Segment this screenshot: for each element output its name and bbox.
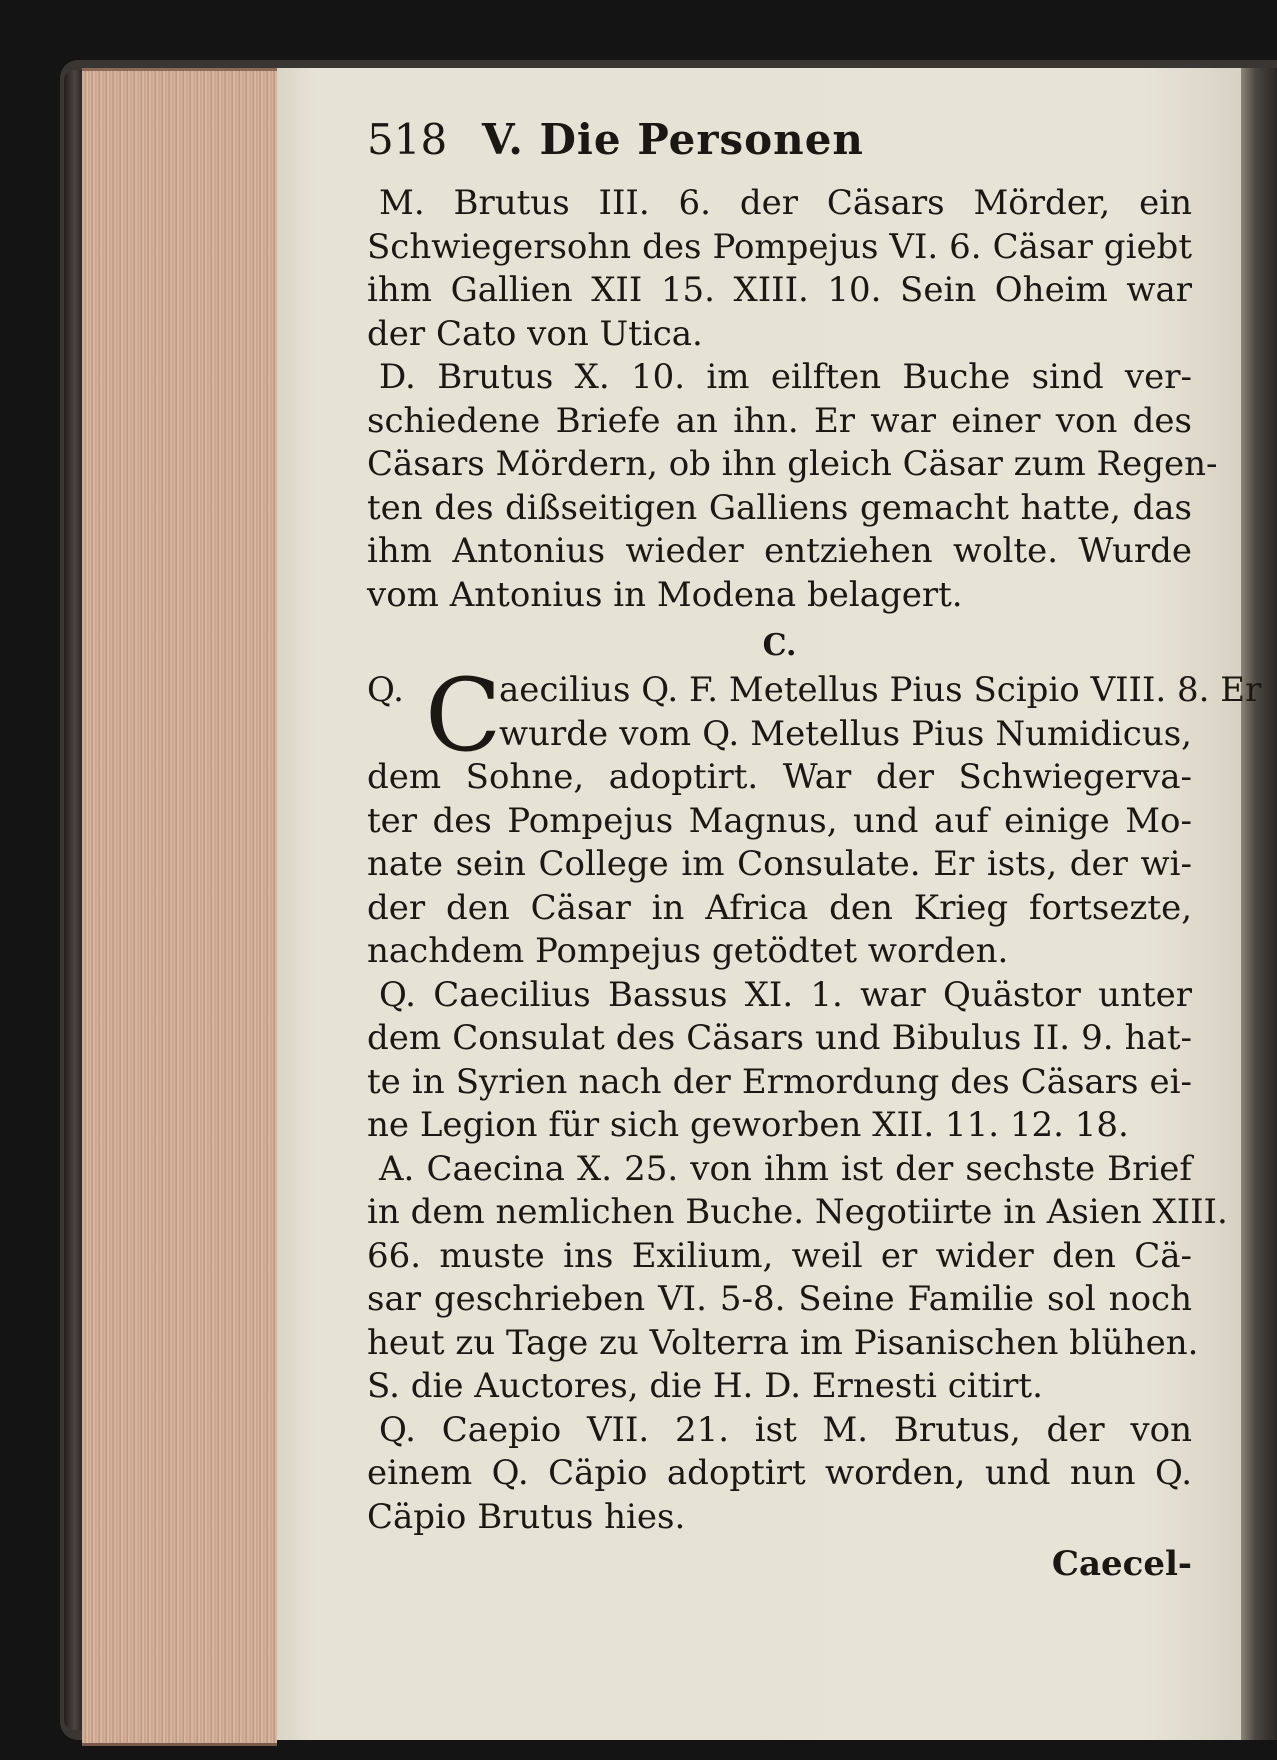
text-line: nate sein College im Consulate. Er ists, der wi- (367, 844, 1192, 884)
entry-m-brutus (367, 182, 1192, 356)
text-line: A. Caecina X. 25. von ihm ist der sechste Brief (379, 1148, 1192, 1189)
text-line: der den Cäsar in Africa den Krieg fortsezte, (367, 887, 1192, 928)
text-line: in dem nemlichen Buche. Negotiirte in Asien XIII. (367, 1192, 1228, 1232)
page-text (367, 115, 1262, 1587)
text-line: dem Consulat des Cäsars und Bibulus II. 9. hat- (367, 1018, 1192, 1058)
text-line: te in Syrien nach der Ermordung des Cäsars ei- (367, 1061, 1192, 1102)
entry-caepio (367, 1409, 1192, 1540)
text-line: D. Brutus X. 10. im eilften Buche sind ver- (379, 357, 1192, 397)
text-line: Cäsars Mördern, ob ihn gleich Cäsar zum Regen- (367, 444, 1218, 484)
text-line: schiedene Briefe an ihn. Er war einer von des (367, 400, 1192, 441)
text-line: ter des Pompejus Magnus, und auf einige Mo- (367, 800, 1192, 841)
text-line: einem Q. Cäpio adoptirt worden, und nun Q. (367, 1453, 1192, 1493)
text-line: 66. muste ins Exilium, weil er wider den Cä- (367, 1235, 1192, 1276)
text-line: dem Sohne, adoptirt. War der Schwiegerva- (367, 757, 1192, 797)
section-heading: C. (762, 628, 797, 663)
running-head: V. Die Personen (482, 115, 864, 164)
text-line: M. Brutus III. 6. der Cäsars Mörder, ein (379, 183, 1192, 223)
text-line-content: aecilius Q. F. Metellus Pius Scipio VIII. 8. Er (499, 670, 1262, 710)
page-number: 518 (367, 115, 448, 164)
text-line: nachdem Pompejus getödtet worden. (367, 931, 1009, 971)
text-line: ihm Gallien XII 15. XIII. 10. Sein Oheim war (367, 270, 1192, 310)
text-line: sar geschrieben VI. 5-8. Seine Familie sol noch (367, 1279, 1192, 1319)
text-line: Cäpio Brutus hies. (367, 1496, 686, 1537)
text-line: wurde vom Q. Metellus Pius Numidicus, (499, 713, 1192, 754)
text-line: ihm Antonius wieder entziehen wolte. Wurde (367, 531, 1192, 571)
text-line: vom Antonius in Modena belagert. (367, 574, 963, 615)
text-line: Q. Caepio VII. 21. ist M. Brutus, der von (379, 1409, 1192, 1450)
entry-caecilius-bassus (367, 974, 1192, 1148)
text-line: der Cato von Utica. (367, 313, 703, 354)
text-line: Schwiegersohn des Pompejus VI. 6. Cäsar giebt (367, 226, 1192, 267)
text-line: ne Legion für sich geworben XII. 11. 12. 18. (367, 1105, 1129, 1145)
entry-d-brutus (367, 356, 1218, 617)
text-line: S. die Auctores, die H. D. Ernesti citirt. (367, 1366, 1043, 1406)
page-header (367, 115, 1192, 182)
entry-caecilius-metellus (367, 657, 1262, 974)
text-line: Q. Caecilius Bassus XI. 1. war Quästor unter (379, 974, 1192, 1015)
text-line: ten des dißseitigen Galliens gemacht hatte, das (367, 487, 1192, 528)
entry-caecina (367, 1148, 1228, 1409)
page-edges (82, 68, 277, 1746)
drop-cap: C (425, 657, 502, 774)
entry-prefix: Q. (367, 670, 404, 710)
book-spine (64, 70, 82, 1730)
page-gutter (1241, 68, 1277, 1740)
catchword: Caecel- (1051, 1544, 1192, 1584)
text-line: heut zu Tage zu Volterra im Pisanischen blühen. (367, 1322, 1199, 1363)
